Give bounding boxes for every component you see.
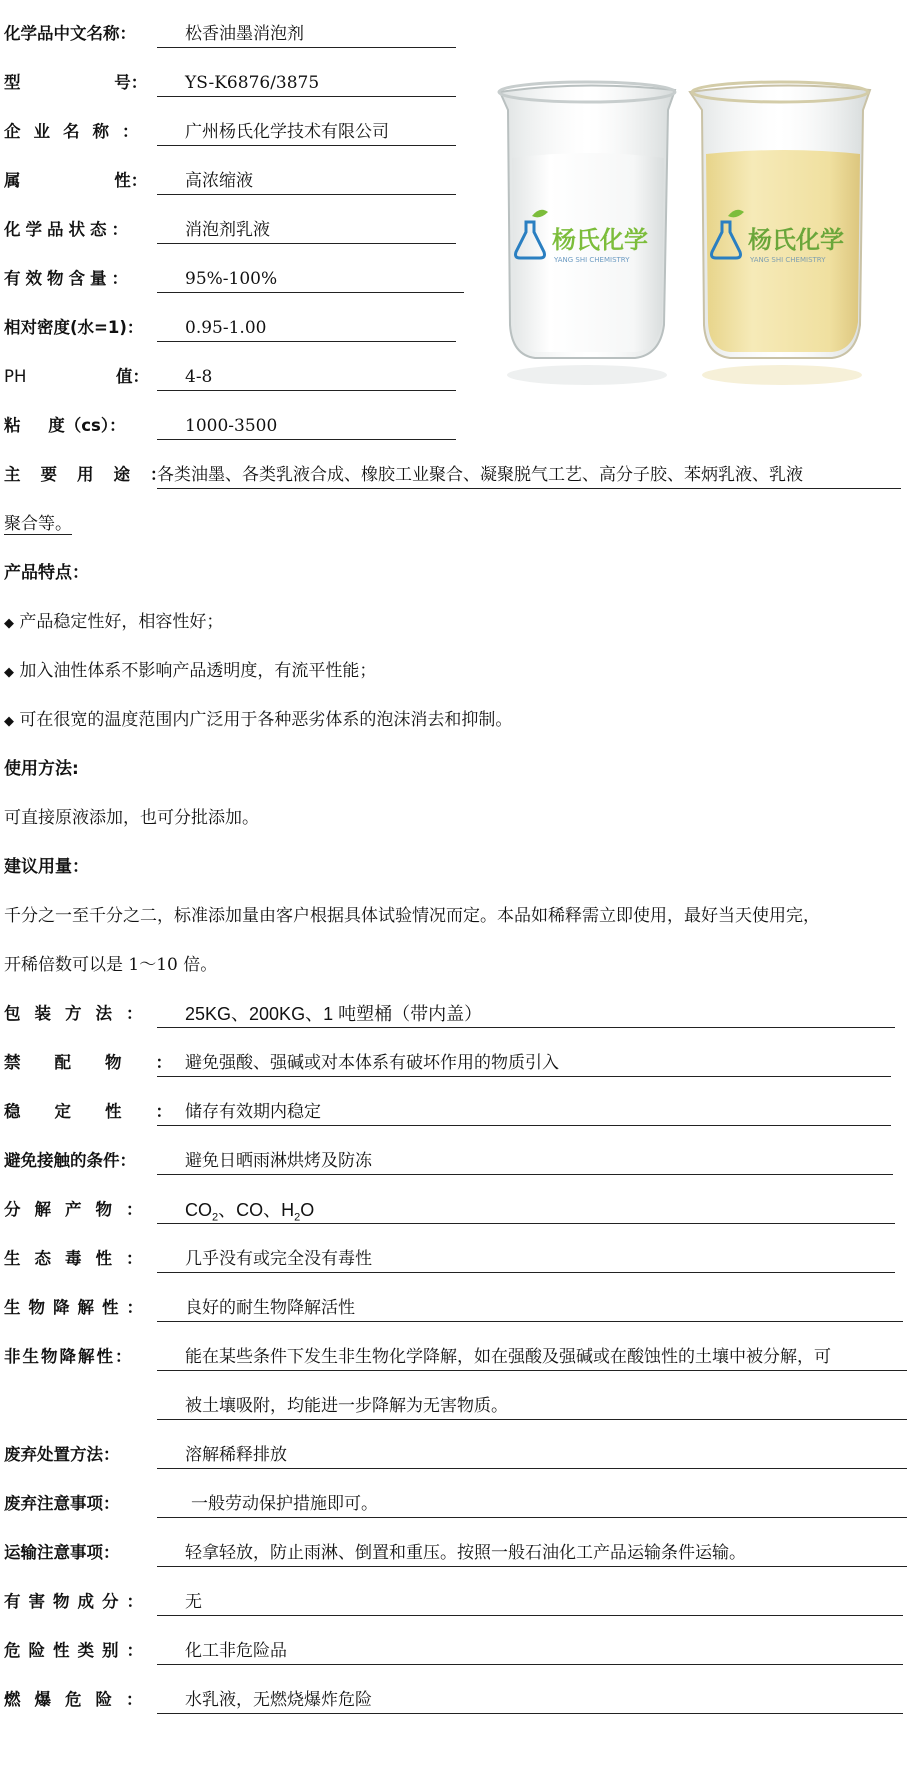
avoid-label: 避免接触的条件： xyxy=(4,1151,136,1170)
decomp-sub-b: 2 xyxy=(294,1211,301,1224)
model-label xyxy=(4,69,154,97)
package-label: 包装方法： xyxy=(4,1004,157,1023)
dosage-title: 建议用量： xyxy=(4,857,89,877)
dosage-text-1: 千分之一至千分之二，标准添加量由客户根据具体试验情况而定。本品如稀释需立即使用，最好当天使用完， xyxy=(4,906,820,926)
decomp-co: CO xyxy=(185,1200,212,1220)
company-value: 广州杨氏化学技术有限公司 xyxy=(157,118,456,146)
model-label-text: 型 号： xyxy=(4,73,148,92)
bio-label: 生物降解性： xyxy=(4,1298,151,1317)
decomp-sep: 、CO、H xyxy=(218,1200,295,1220)
waste-note-label: 废弃注意事项： xyxy=(4,1494,120,1513)
ph-value: 4-8 xyxy=(157,363,456,391)
feature-item xyxy=(4,608,223,638)
viscosity-value: 1000-3500 xyxy=(157,412,456,440)
forbid-value: 避免强酸、强碱或对本体系有破坏作用的物质引入 xyxy=(157,1049,891,1077)
density-label: 相对密度(水=1)： xyxy=(4,318,144,337)
avoid-value: 避免日晒雨淋烘烤及防冻 xyxy=(157,1147,893,1175)
content-value: 95%-100% xyxy=(157,265,464,293)
feature-text: 产品稳定性好，相容性好； xyxy=(19,612,224,632)
usage-value-2: 聚合等。 xyxy=(4,514,72,534)
nonbio-value-2: 被土壤吸附，均能进一步降解为无害物质。 xyxy=(157,1392,907,1420)
transport-value: 轻拿轻放，防止雨淋、倒置和重压。按照一般石油化工产品运输条件运输。 xyxy=(157,1539,907,1567)
package-value: 25KG、200KG、1 吨塑桶（带内盖） xyxy=(157,1000,895,1028)
bio-value: 良好的耐生物降解活性 xyxy=(157,1294,903,1322)
feature-item xyxy=(4,657,376,687)
brand-en-right: YANG SHI CHEMISTRY xyxy=(750,256,826,264)
property-label: 属 性： xyxy=(4,171,148,190)
bullet-icon: ◆ xyxy=(4,665,14,680)
brand-cn-left: 杨氏化学 xyxy=(552,226,648,254)
bullet-icon: ◆ xyxy=(4,714,14,729)
method-title: 使用方法: xyxy=(4,759,79,779)
property-value: 高浓缩液 xyxy=(157,167,456,195)
decomp-o: O xyxy=(300,1200,315,1220)
usage-value-1-text: 各类油墨、各类乳液合成、橡胶工业聚合、凝聚脱气工艺、高分子胶、苯炳乳液、乳液 xyxy=(157,465,803,485)
fire-value: 水乳液，无燃烧爆炸危险 xyxy=(157,1686,903,1714)
decomp-sub: 2 xyxy=(212,1211,219,1224)
model-value: YS-K6876/3875 xyxy=(157,69,456,97)
content-label: 有效物含量： xyxy=(4,269,133,288)
usage-label: 主要用途： xyxy=(4,465,187,484)
features-title: 产品特点： xyxy=(4,563,89,583)
waste-value: 溶解稀释排放 xyxy=(157,1441,907,1469)
brand-cn-right: 杨氏化学 xyxy=(748,226,844,254)
forbid-label: 禁配物： xyxy=(4,1053,206,1072)
density-value: 0.95-1.00 xyxy=(157,314,456,342)
eco-value: 几乎没有或完全没有毒性 xyxy=(157,1245,895,1273)
hazard-label: 危险性类别： xyxy=(4,1641,151,1660)
stability-value: 储存有效期内稳定 xyxy=(157,1098,891,1126)
usage-value-1 xyxy=(157,461,901,489)
decomp-value xyxy=(157,1196,895,1224)
chem-name-label: 化学品中文名称： xyxy=(4,24,136,43)
feature-text: 可在很宽的温度范围内广泛用于各种恶劣体系的泡沫消去和抑制。 xyxy=(19,710,513,730)
hazard-value: 化工非危险品 xyxy=(157,1637,903,1665)
ph-label-a: PH xyxy=(4,367,27,386)
state-value: 消泡剂乳液 xyxy=(157,216,456,244)
feature-item xyxy=(4,706,512,736)
state-label: 化学品状态： xyxy=(4,220,133,239)
decomp-label: 分解产物： xyxy=(4,1200,157,1219)
usage-value-2-row xyxy=(4,510,72,538)
harmful-value: 无 xyxy=(157,1588,903,1616)
nonbio-label: 非生物降解性： xyxy=(4,1347,134,1366)
waste-note-value: 一般劳动保护措施即可。 xyxy=(157,1490,907,1518)
transport-label: 运输注意事项： xyxy=(4,1543,120,1562)
nonbio-value-1: 能在某些条件下发生非生物化学降解，如在强酸及强碱或在酸蚀性的土壤中被分解，可 xyxy=(157,1343,907,1371)
feature-text: 加入油性体系不影响产品透明度，有流平性能； xyxy=(19,661,377,681)
viscosity-label: 粘 度（cs）： xyxy=(4,416,126,435)
bullet-icon: ◆ xyxy=(4,616,14,631)
method-text: 可直接原液添加，也可分批添加。 xyxy=(4,808,259,828)
stability-label: 稳定性： xyxy=(4,1102,206,1121)
waste-label: 废弃处置方法： xyxy=(4,1445,120,1464)
ph-label-b: 值： xyxy=(116,367,149,386)
harmful-label: 有害物成分： xyxy=(4,1592,151,1611)
brand-en-left: YANG SHI CHEMISTRY xyxy=(554,256,630,264)
fire-label: 燃爆危险： xyxy=(4,1690,157,1709)
chem-name-value: 松香油墨消泡剂 xyxy=(157,20,456,48)
dosage-text-2: 开稀倍数可以是 1～10 倍。 xyxy=(4,955,218,975)
eco-label: 生态毒性： xyxy=(4,1249,157,1268)
product-beakers-image xyxy=(490,70,890,400)
company-label: 企业名称： xyxy=(4,122,152,141)
